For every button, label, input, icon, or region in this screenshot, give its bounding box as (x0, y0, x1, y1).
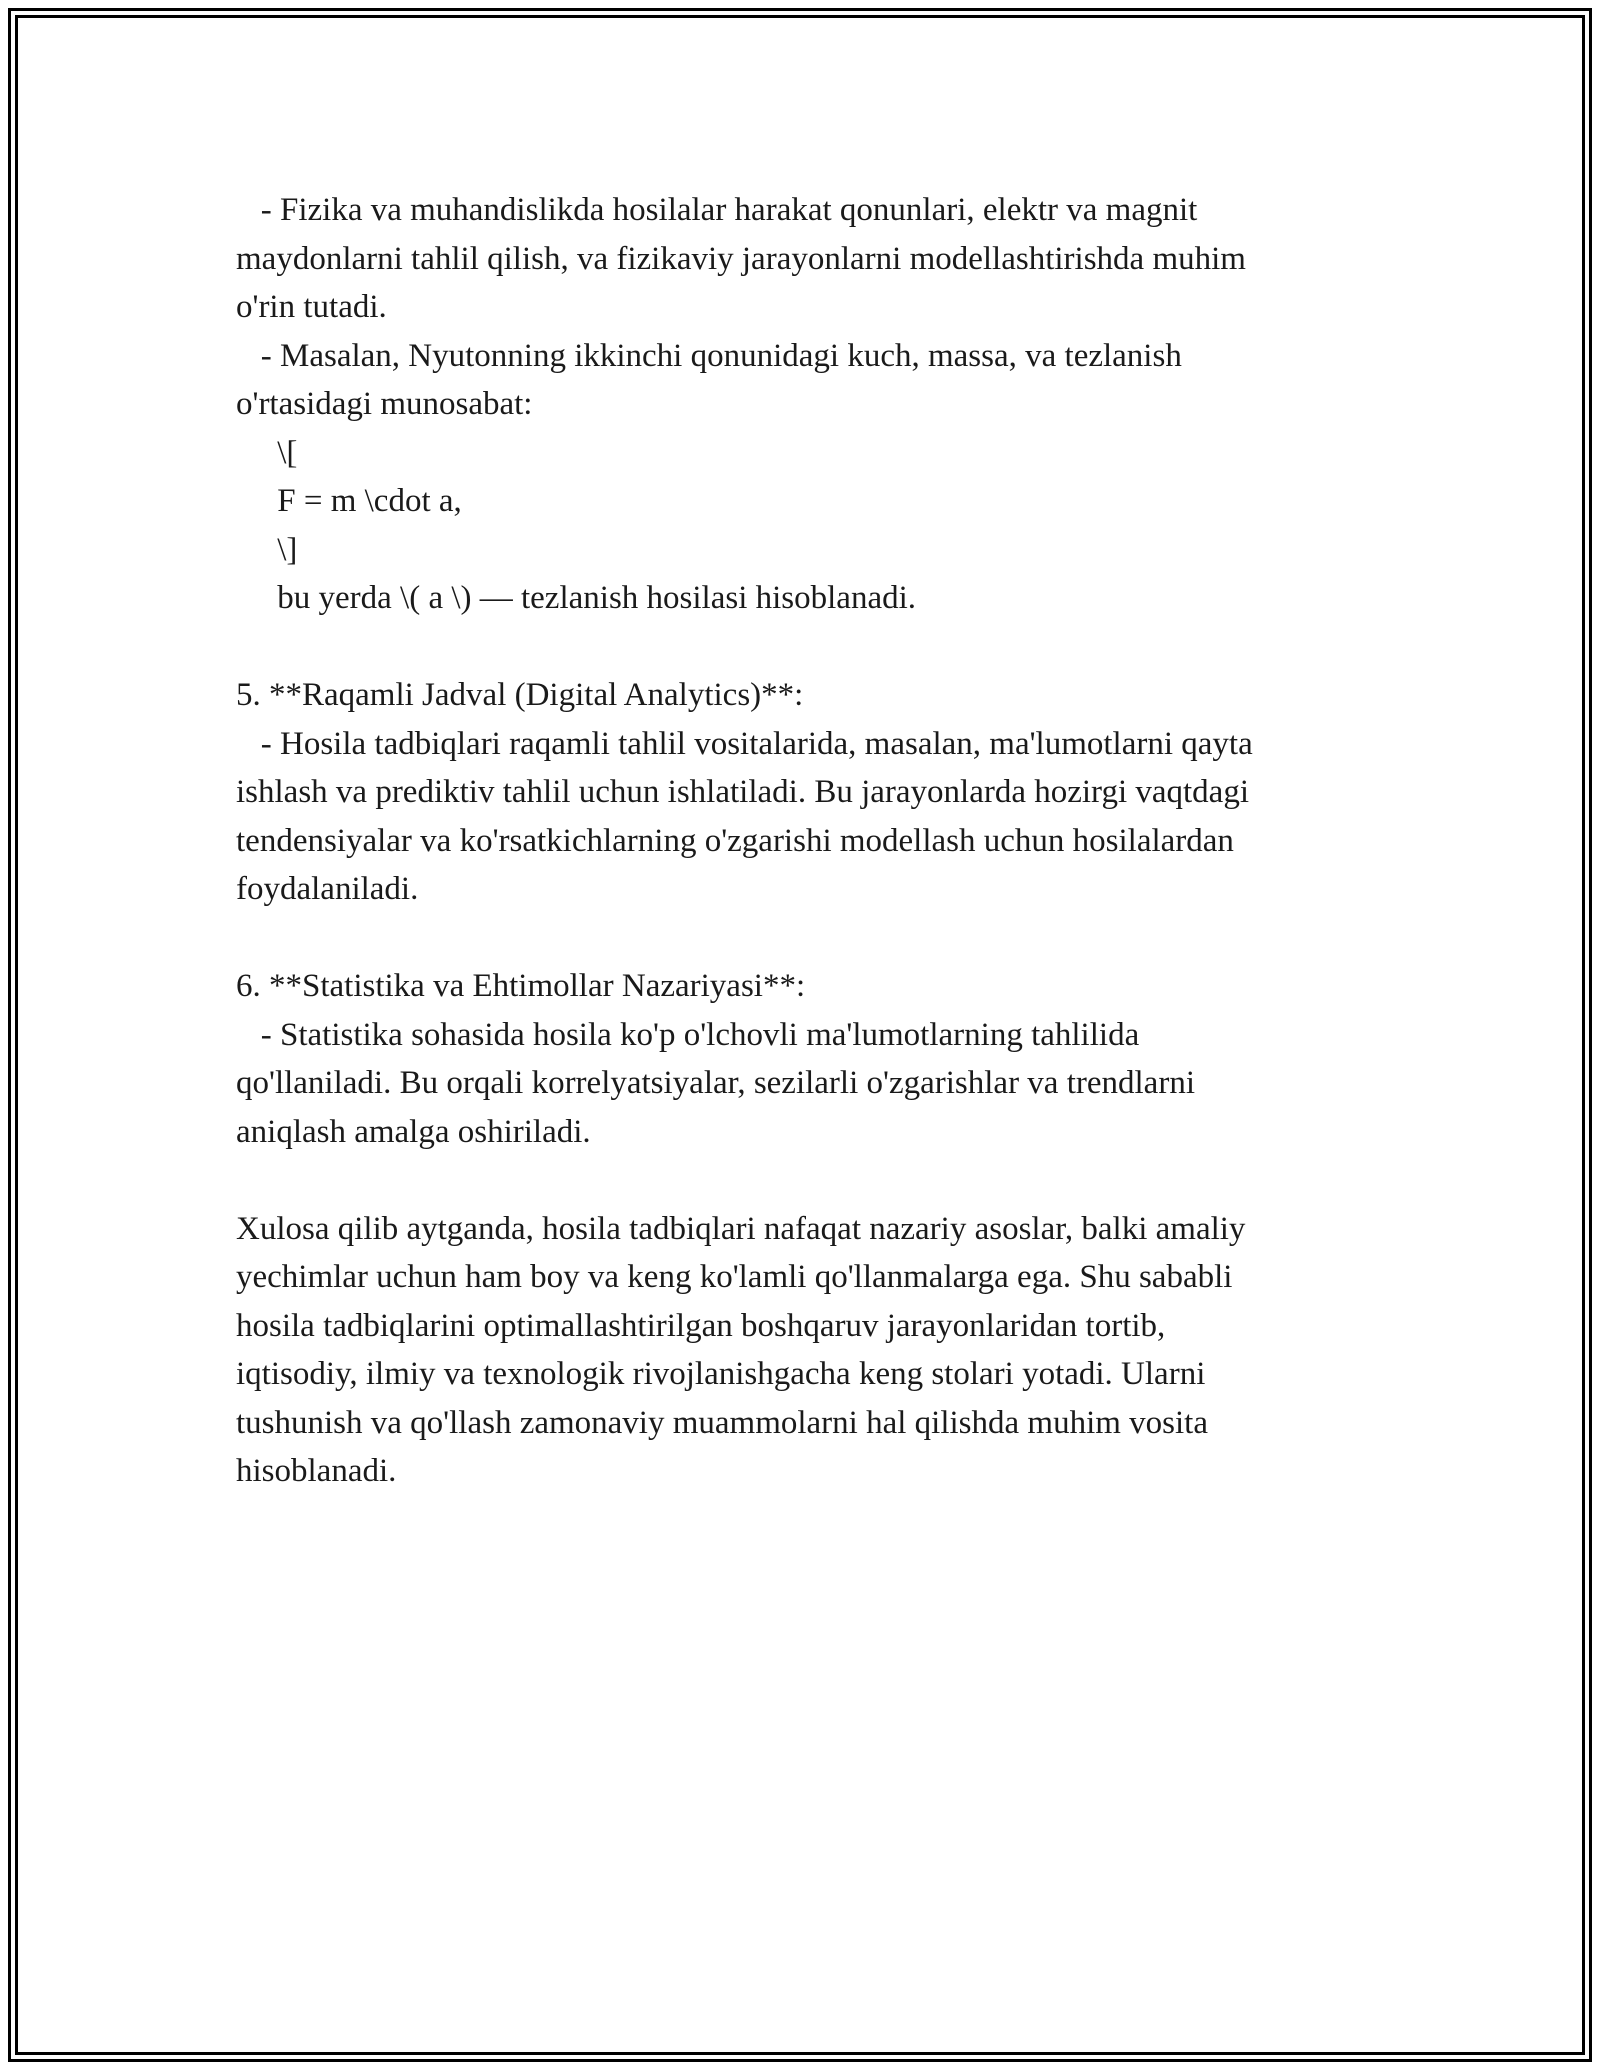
formula-close-line: \] (236, 531, 298, 568)
text-line: o'rtasidagi munosabat: (236, 386, 533, 422)
document-body (236, 186, 1386, 1496)
formula-open-line: \[ (236, 434, 298, 471)
text-line: bu yerda \( a \) — tezlanish hosilasi hisoblanadi. (236, 580, 917, 616)
text-line: maydonlarni tahlil qilish, va fizikaviy jarayonlarni modellashtirishda muhim (236, 240, 1246, 277)
conclusion-line: tushunish va qo'llash zamonaviy muammolarni hal qilishda muhim vosita (236, 1404, 1208, 1441)
blank-line (236, 1156, 1386, 1205)
text-line: - Hosila tadbiqlari raqamli tahlil vositalarida, masalan, ma'lumotlarni qayta (236, 725, 1253, 762)
text-line: aniqlash amalga oshiriladi. (236, 1113, 591, 1150)
conclusion-line: hosila tadbiqlarini optimallashtirilgan boshqaruv jarayonlaridan tortib, (236, 1307, 1166, 1344)
text-line: foydalaniladi. (236, 871, 419, 907)
section-heading: 6. **Statistika va Ehtimollar Nazariyasi**: (236, 968, 806, 1004)
text-line: - Statistika sohasida hosila ko'p o'lchovli ma'lumotlarning tahlilida (236, 1016, 1140, 1053)
text-line: tendensiyalar va ko'rsatkichlarning o'zgarishi modellash uchun hosilalardan (236, 822, 1234, 859)
text-line: - Fizika va muhandislikda hosilalar harakat qonunlari, elektr va magnit (236, 192, 1198, 228)
conclusion-line: yechimlar uchun ham boy va keng ko'lamli qo'llanmalarga ega. Shu sababli (236, 1259, 1233, 1295)
text-line: ishlash va prediktiv tahlil uchun ishlatiladi. Bu jarayonlarda hozirgi vaqtdagi (236, 774, 1249, 810)
text-line: - Masalan, Nyutonning ikkinchi qonunidagi kuch, massa, va tezlanish (236, 337, 1182, 374)
conclusion-line: iqtisodiy, ilmiy va texnologik rivojlanishgacha keng stolari yotadi. Ularni (236, 1356, 1206, 1392)
conclusion-line: hisoblanadi. (236, 1453, 397, 1489)
section-heading: 5. **Raqamli Jadval (Digital Analytics)**: (236, 677, 804, 713)
blank-line (236, 623, 1386, 672)
blank-line (236, 914, 1386, 963)
formula-line: F = m \cdot a, (236, 483, 462, 519)
text-line: o'rin tutadi. (236, 289, 387, 325)
conclusion-line: Xulosa qilib aytganda, hosila tadbiqlari nafaqat nazariy asoslar, balki amaliy (236, 1210, 1246, 1247)
text-line: qo'llaniladi. Bu orqali korrelyatsiyalar, sezilarli o'zgarishlar va trendlarni (236, 1065, 1195, 1101)
